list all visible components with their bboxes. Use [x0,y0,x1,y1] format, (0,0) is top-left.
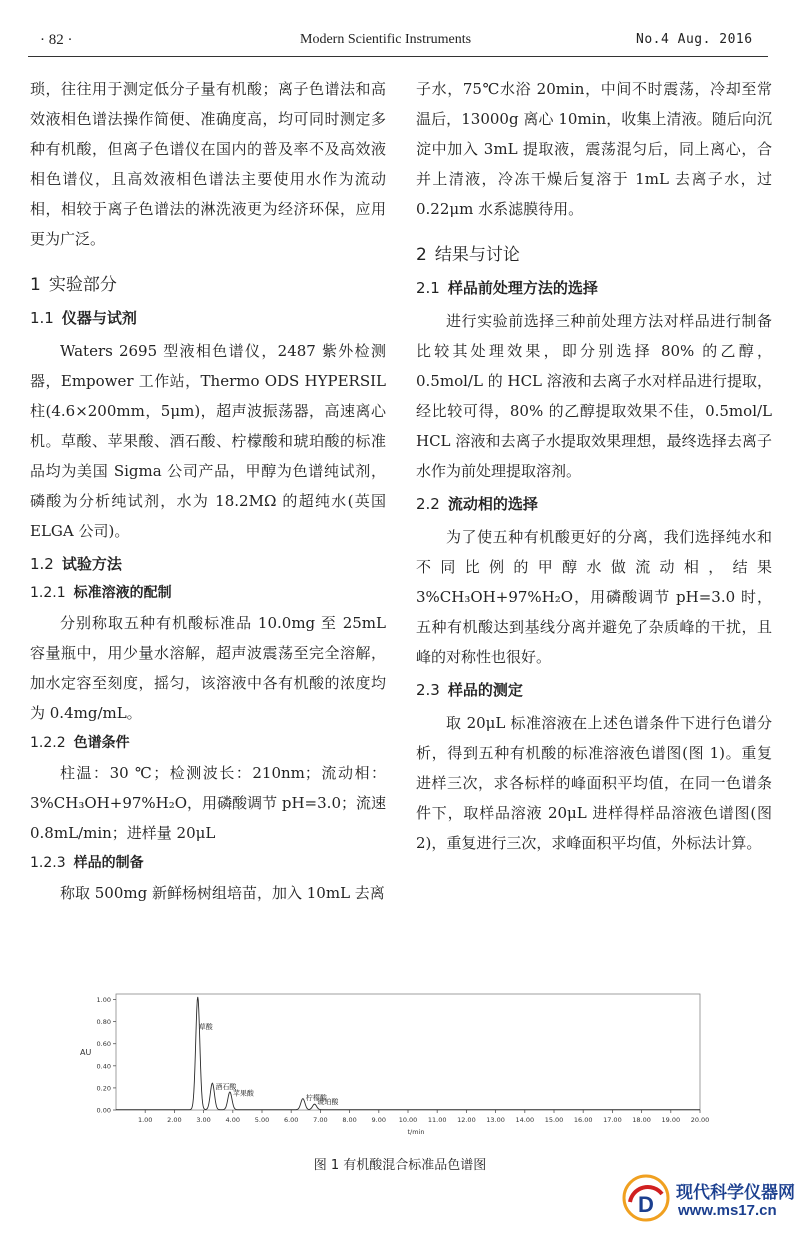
y-tick-label: 0.20 [96,1084,111,1093]
section-1-heading [30,272,386,298]
section-title: 试验方法 [61,555,122,573]
section-number: 2 [416,245,427,265]
peak-label: 琥珀酸 [317,1098,339,1107]
y-tick-label: 1.00 [96,996,111,1005]
x-tick-label: 5.00 [254,1116,270,1124]
section-title: 样品前处理方法的选择 [447,279,598,297]
chromatogram-svg [72,980,722,1140]
section-2-1-heading [416,276,772,300]
peak-label: 柠檬酸 [305,1094,327,1103]
peak-label: 酒石酸 [215,1082,237,1091]
pretreatment-paragraph: 进行实验前选择三种前处理方法对样品进行制备比较其处理效果，即分别选择 80% 的乙醇，0.5mol/L 的 HCL 溶液和去离子水对样品进行提取，经比较可得，80% 的乙醇提取效果不佳，0.5mol/L HCL 溶液和去离子水提取效果理想，最终选择去离子水作为前处理提取溶剂。 [416,312,772,480]
section-number: 1.2.3 [30,855,66,871]
y-axis-label: AU [80,1048,92,1057]
header-rule [28,56,768,57]
x-tick-label: 2.00 [167,1116,182,1124]
section-number: 2.1 [416,279,440,297]
x-tick-label: 8.00 [342,1116,357,1124]
section-2-heading [416,242,772,268]
section-1-1-heading [30,306,386,330]
x-tick-label: 3.00 [196,1116,211,1124]
x-tick-label: 19.00 [661,1116,681,1124]
section-number: 1.1 [30,309,54,327]
x-tick-label: 20.00 [690,1116,710,1124]
y-tick-label: 0.00 [96,1106,111,1115]
x-tick-label: 1.00 [137,1116,153,1124]
logo-url: www.ms17.cn [678,1202,777,1219]
section-number: 1.2.1 [30,585,66,601]
section-1-2-1-heading [30,582,386,604]
x-tick-label: 7.00 [313,1116,328,1124]
section-number: 2.3 [416,681,440,699]
section-title: 结果与讨论 [434,245,520,265]
chromatogram-trace [116,997,700,1110]
journal-title: Modern Scientific Instruments [300,32,472,47]
x-tick-label: 18.00 [632,1116,651,1124]
sample-prep-paragraph-cont: 子水，75℃水浴 20min，中间不时震荡，冷却至常温后，13000g 离心 10min，收集上清液。随后向沉淀中加入 3mL 提取液，震荡混匀后，同上离心，合并上清液，冷冻干燥后复溶于 1mL 去离子水，过 0.22μm 水系滤膜待用。 [416,80,772,218]
section-number: 2.2 [416,495,440,513]
logo-title: 现代科学仪器网 [676,1183,795,1203]
x-tick-label: 6.00 [283,1116,299,1124]
section-title: 样品的制备 [73,855,144,871]
standard-solution-paragraph: 分别称取五种有机酸标准品 10.0mg 至 25mL 容量瓶中，用少量水溶解，超声波震荡至完全溶解，加水定容至刻度，摇匀，该溶液中各有机酸的浓度均为 0.4mg/mL。 [30,614,386,722]
section-2-3-heading [416,678,772,702]
y-tick-label: 0.60 [96,1040,111,1049]
x-tick-label: 13.00 [486,1116,505,1124]
left-column [30,74,386,908]
x-tick-label: 4.00 [225,1116,241,1124]
mobile-phase-paragraph: 为了使五种有机酸更好的分离，我们选择纯水和不同比例的甲醇水做流动相，结果 3%CH₃OH+97%H₂O，用磷酸调节 pH=3.0 时，五种有机酸达到基线分离并避免了杂质峰的干扰，且峰的对称性也很好。 [416,528,772,666]
x-tick-label: 17.00 [603,1116,622,1124]
page-number: · 82 · [40,32,73,48]
chromatogram-figure [72,980,722,1140]
issue-info: No.4 Aug. 2016 [636,32,753,47]
section-title: 流动相的选择 [447,495,538,513]
x-tick-label: 14.00 [515,1116,535,1124]
svg-text:D: D [638,1192,654,1217]
conditions-paragraph: 柱温：30 ℃；检测波长：210nm；流动相：3%CH₃OH+97%H₂O，用磷酸调节 pH=3.0；流速 0.8mL/min；进样量 20μL [30,764,386,842]
intro-paragraph: 琐，往往用于测定低分子量有机酸；离子色谱法和高效液相色谱法操作简便、准确度高，均可同时测定多种有机酸，但离子色谱仪在国内的普及率不及高效液相色谱仪，且高效液相色谱法主要使用水作为流动相，相较于离子色谱法的淋洗液更为经济环保，应用更为广泛。 [30,80,386,248]
section-title: 仪器与试剂 [61,309,137,327]
site-logo [620,1172,800,1228]
x-tick-label: 12.00 [457,1116,476,1124]
section-number: 1.2.2 [30,735,66,751]
x-tick-label: 9.00 [371,1116,387,1124]
y-tick-label: 0.80 [96,1018,111,1027]
peak-label: 苹果酸 [232,1089,254,1098]
peak-label: 草酸 [198,1022,213,1031]
measurement-paragraph: 取 20μL 标准溶液在上述色谱条件下进行色谱分析，得到五种有机酸的标准溶液色谱图(图 1)。重复进样三次，求各标样的峰面积平均值，在同一色谱条件下，取样品溶液 20μL 进样得样品溶液色谱图(图 2)，重复进行三次，求峰面积平均值，外标法计算。 [416,714,772,852]
logo-mark-icon [620,1172,672,1224]
section-title: 样品的测定 [447,681,523,699]
section-number: 1.2 [30,555,54,573]
sample-prep-paragraph-start: 称取 500mg 新鲜杨树组培苗，加入 10mL 去离 [60,884,385,902]
page-header [0,0,800,60]
section-number: 1 [30,275,41,295]
section-1-2-2-heading [30,732,386,754]
x-tick-label: 15.00 [544,1116,564,1124]
section-1-2-3-heading [30,852,386,874]
right-column [416,74,772,858]
plot-frame [116,994,700,1110]
figure-caption: 图 1 有机酸混合标准品色谱图 [313,1158,487,1173]
section-2-2-heading [416,492,772,516]
section-title: 色谱条件 [73,735,130,751]
x-axis-label: t/min [407,1128,425,1136]
x-tick-label: 11.00 [427,1116,447,1124]
section-title: 实验部分 [48,275,117,295]
y-tick-label: 0.40 [96,1062,111,1071]
x-tick-label: 16.00 [573,1116,593,1124]
instruments-paragraph: Waters 2695 型液相色谱仪，2487 紫外检测器，Empower 工作站，Thermo ODS HYPERSIL 柱(4.6×200mm，5μm)，超声波振荡器，高速离心机。草酸、苹果酸、酒石酸、柠檬酸和琥珀酸的标准品均为美国 Sigma 公司产品，甲醇为色谱纯试剂，磷酸为分析纯试剂，水为 18.2MΩ 的超纯水(英国 ELGA 公司)。 [30,342,386,540]
section-1-2-heading [30,552,386,576]
section-title: 标准溶液的配制 [73,585,172,601]
x-tick-label: 10.00 [398,1116,418,1124]
